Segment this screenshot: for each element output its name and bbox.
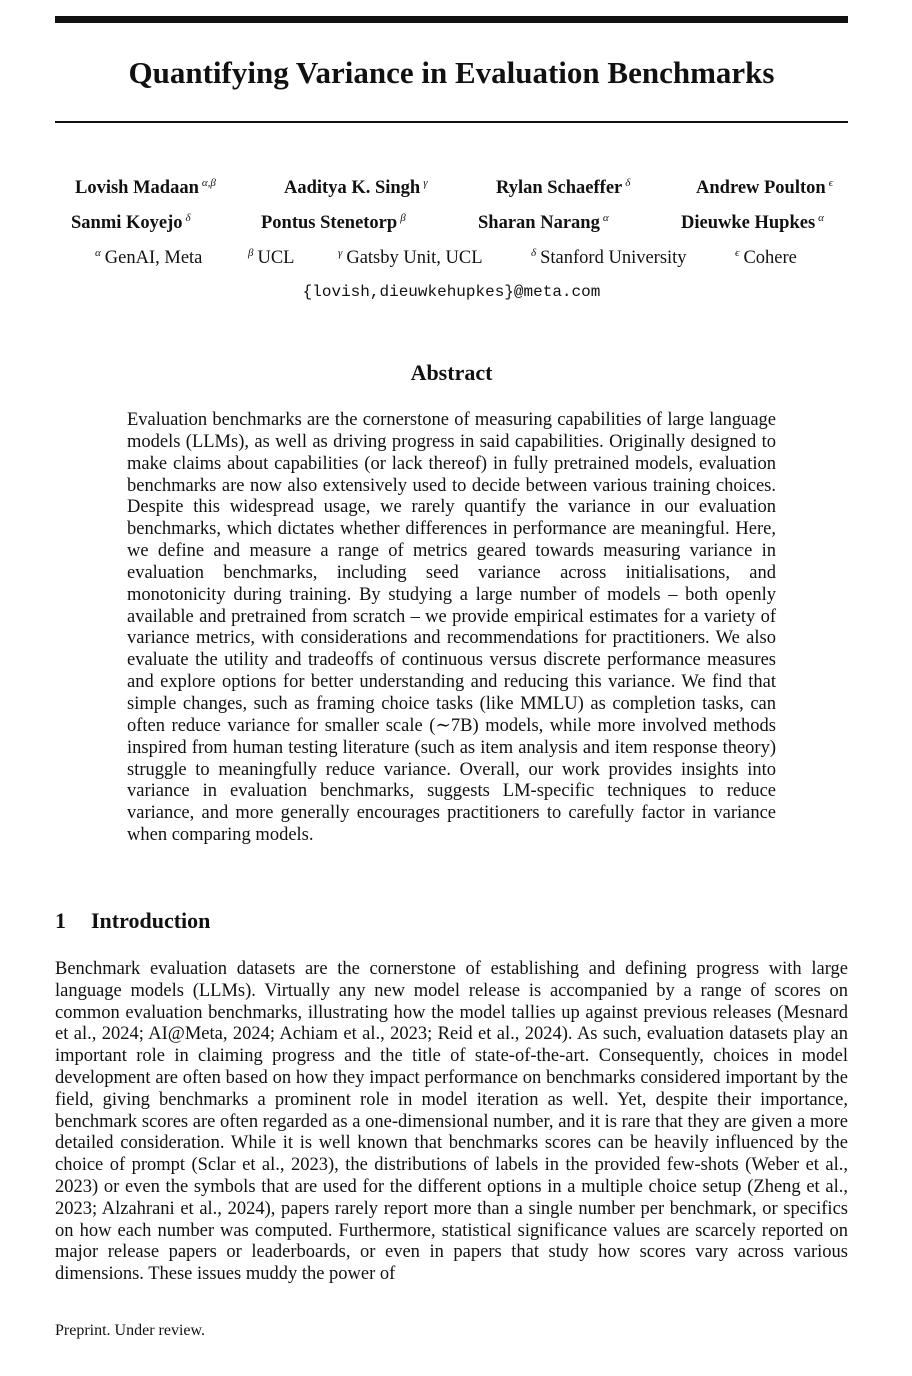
affiliation-4 [531,247,687,269]
section-heading [55,908,210,934]
title-bottom-rule [55,121,848,123]
author-row-1 [55,177,848,203]
author-marks: α [818,212,824,224]
affiliation-mark: ϵ [735,247,740,259]
introduction-text: Benchmark evaluation datasets are the cornerstone of establishing and defining progress with large language models (LLMs). Virtually any new model release is accompanied by a range of scores on common evaluation benchmarks, illustrating how the model tallies up against previous releases (Mesnard et al., 2024; AI@Meta, 2024; Achiam et al., 2023; Reid et al., 2024). As such, evaluation datasets play an important role in claiming progress and the title of state-of-the-art. Consequently, choices in model development are often based on how they impact performance on benchmarks considered important by the field, giving benchmarks a prominent role in model iteration as well. Yet, despite their importance, benchmark scores are often regarded as a one-dimensional number, and it is rare that they are given a more detailed consideration. While it is well known that benchmarks scores can be heavily influenced by the choice of prompt (Sclar et al., 2023), the distributions of labels in the provided few-shots (Weber et al., 2023) or even the symbols that are used for the different options in a multiple choice setup (Zheng et al., 2023; Alzahrani et al., 2024), papers rarely report more than a single number per benchmark, or specifics on how each number was computed. Furthermore, statistical significance values are scarcely reported on major release papers or leaderboards, or even in papers that study how scores vary across various dimensions. These issues muddy the power of [55,959,848,1285]
author-name: Sharan Narang [478,213,600,233]
title-top-rule [55,16,848,23]
affiliation-mark: α [95,247,101,259]
author-1 [75,177,216,199]
author-marks: α,β [201,177,216,189]
affiliation-name: Gatsby Unit, UCL [346,248,483,268]
abstract-text: Evaluation benchmarks are the cornerstone of measuring capabilities of large language models (LLMs), as well as driving progress in said capabilities. Originally designed to make claims about capabilities (or lack thereof) in fully pretrained models, evaluation benchmarks are now also extensively used to decide between various training choices. Despite this widespread usage, we rarely quantify the variance in our evaluation benchmarks, which dictates whether differences in performance are meaningful. Here, we define and measure a range of metrics geared towards measuring variance in evaluation benchmarks, including seed variance across initialisations, and monotonicity during training. By studying a large number of models – both openly available and pretrained from scratch – we provide empirical estimates for a variety of variance metrics, with considerations and recommendations for practitioners. We also evaluate the utility and tradeoffs of continuous versus discrete performance measures and explore options for better understanding and reducing this variance. We find that simple changes, such as framing choice tasks (like MMLU) as completion tasks, can often reduce variance for smaller scale (∼7B) models, while more involved methods inspired from human testing literature (such as item analysis and item response theory) struggle to meaningfully reduce variance. Overall, our work provides insights into variance in evaluation benchmarks, suggests LM-specific techniques to reduce variance, and more generally encourages practitioners to carefully factor in variance when comparing models. [127,410,776,846]
author-marks: γ [423,177,428,189]
author-name: Pontus Stenetorp [261,213,398,233]
affiliation-name: Cohere [743,248,797,268]
section-title: Introduction [91,908,211,933]
author-marks: α [602,212,609,224]
section-number: 1 [55,908,66,933]
author-name: Rylan Schaeffer [496,178,623,198]
affiliation-mark: δ [531,247,537,259]
contact-email: {lovish,dieuwkehupkes}@meta.com [302,283,601,301]
author-7 [478,212,609,234]
author-name: Andrew Poulton [696,178,826,198]
affiliation-name: Stanford University [540,248,687,268]
affiliation-mark: β [248,247,254,259]
author-2 [284,177,428,199]
author-4 [696,177,833,199]
author-6 [261,212,406,234]
author-marks: β [400,212,406,224]
paper-title: Quantifying Variance in Evaluation Benchmarks [128,55,775,90]
author-marks: ϵ [828,177,834,189]
affiliation-1 [95,247,202,269]
affiliation-name: GenAI, Meta [104,248,203,268]
author-marks: δ [185,212,191,224]
author-name: Sanmi Koyejo [71,213,183,233]
author-name: Lovish Madaan [75,178,199,198]
author-5 [71,212,191,234]
author-name: Dieuwke Hupkes [681,213,816,233]
affiliation-name: UCL [257,248,295,268]
abstract-heading: Abstract [410,360,493,385]
affiliation-3 [338,247,483,269]
affiliations [55,247,848,271]
affiliation-2 [248,247,294,269]
author-marks: δ [625,177,631,189]
affiliation-mark: γ [338,247,343,259]
author-8 [681,212,824,234]
author-3 [496,177,630,199]
preprint-footer: Preprint. Under review. [55,1322,206,1339]
affiliation-5 [735,247,797,269]
author-name: Aaditya K. Singh [284,178,421,198]
author-row-2 [55,212,848,238]
